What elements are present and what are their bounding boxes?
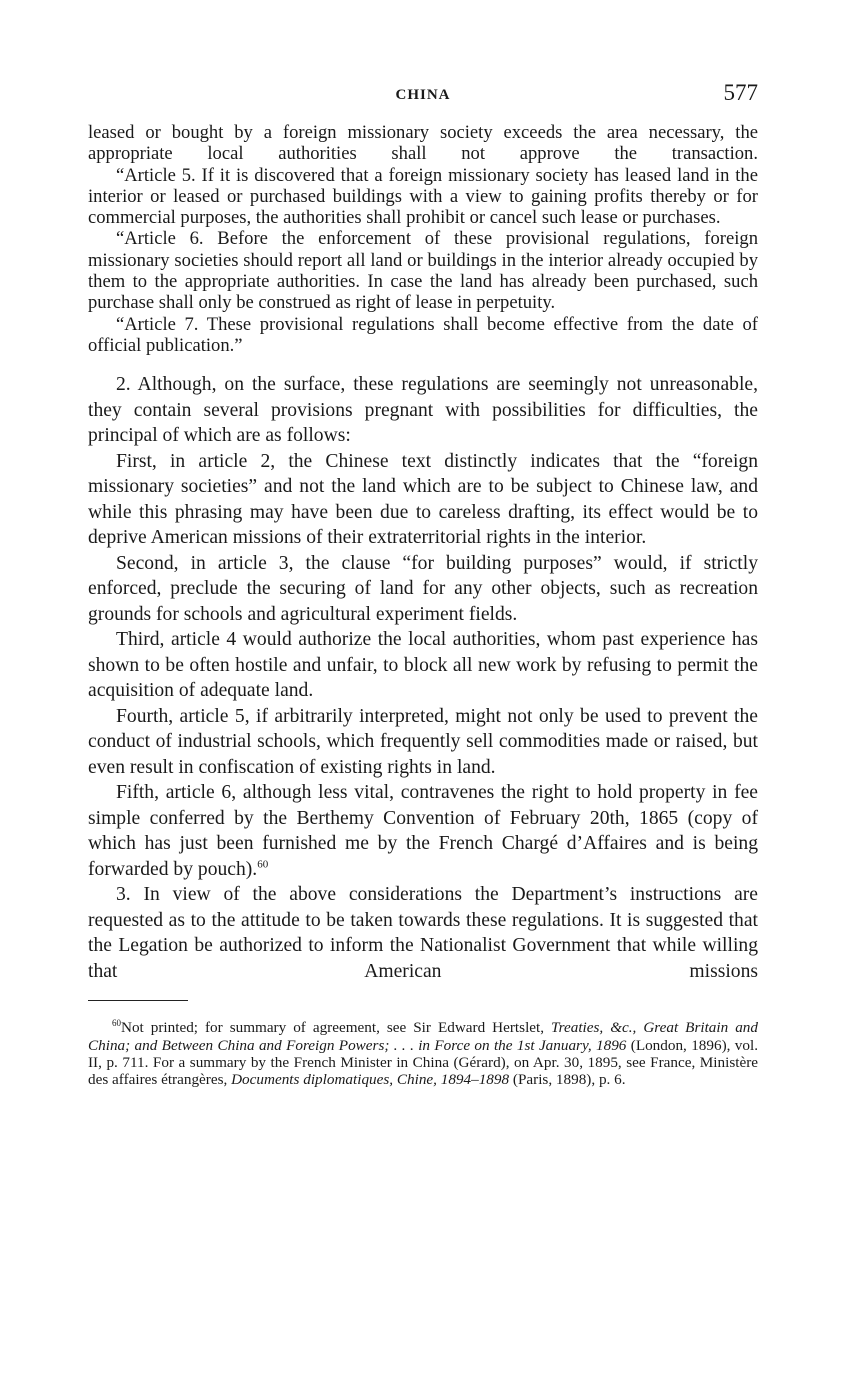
quoted-continuation: leased or bought by a foreign missionary society exceeds the area necessary, the appropriate local authorities shall not approve the transaction. xyxy=(88,122,758,165)
paragraph-fourth: Fourth, article 5, if arbitrarily interpreted, might not only be used to prevent the conduct of industrial schools, which frequently sell commodities made or raised, but even result in confiscation of existing rights in land. xyxy=(88,705,758,778)
paragraph-second: Second, in article 3, the clause “for building purposes” would, if strictly enforced, preclude the securing of land for any other objects, such as recreation grounds for schools and agricultural experiment fields. xyxy=(88,552,758,625)
footnote-text-1: Not printed; for summary of agreement, see Sir Edward Hertslet, xyxy=(121,1019,552,1037)
footnote-reference: 60 xyxy=(257,858,269,871)
footnote-marker: 60 xyxy=(112,1018,121,1029)
footnote-title-2: Documents diplomatiques, Chine, 1894–1898 xyxy=(231,1071,510,1089)
paragraph-2: 2. Although, on the surface, these regulations are seemingly not unreasonable, they contain several provisions pregnant with possibilities for difficulties, the principal of which are as follows: xyxy=(88,374,758,447)
page-number: 577 xyxy=(723,80,758,105)
section-gap xyxy=(88,356,758,372)
paragraph-fifth xyxy=(88,780,758,882)
quoted-article-5: “Article 5. If it is discovered that a foreign missionary society has leased land in the interior or leased or purchased buildings with a view to gaining profits thereby or for commercial purposes, the authorities shall prohibit or cancel such lease or purchases. xyxy=(88,164,758,229)
footnote-60 xyxy=(88,1019,758,1089)
footnote-title-1: Treaties, &c., Great Britain and China; and Between China and Foreign Powers; . . . in Force on the 1st January, 1896 xyxy=(88,1019,758,1054)
footnote-volume: II xyxy=(88,1054,99,1072)
quoted-article-7: “Article 7. These provisional regulations shall become effective from the date of official publication.” xyxy=(88,313,758,356)
paragraph-fifth-text: Fifth, article 6, although less vital, contravenes the right to hold property in fee simple conferred by the Berthemy Convention of February 20th, 1865 (copy of which has just been furnished me by the French Chargé d’Affaires and is being forwarded by pouch). xyxy=(88,782,758,880)
footnote-text-2: (London, 1896), vol. xyxy=(626,1036,758,1054)
paragraph-third: Third, article 4 would authorize the local authorities, whom past experience has shown to be often hostile and unfair, to block all new work by refusing to permit the acquisition of adequate land. xyxy=(88,629,758,702)
page-header xyxy=(88,80,758,112)
body-text xyxy=(88,122,758,1089)
running-head: CHINA xyxy=(395,87,451,103)
quoted-article-6: “Article 6. Before the enforcement of these provisional regulations, foreign missionary societies should report all land or buildings in the interior already occupied by them to the appropriate authorities. In case the land has already been purchased, such purchase shall only be construed as right of lease in perpetuity. xyxy=(88,228,758,314)
footnote-text-3: , p. 711. For a summary by the French Minister in China (Gérard), on Apr. 30, 1895, see France, Ministère des affaires étrangères, xyxy=(88,1054,758,1089)
paragraph-first: First, in article 2, the Chinese text distinctly indicates that the “foreign missionary societies” and not the land which are to be subject to Chinese law, and while this phrasing may have been due to careless drafting, its effect would be to deprive American missions of their extraterritorial rights in the interior. xyxy=(88,450,758,549)
footnote-divider xyxy=(88,1000,188,1001)
paragraph-3: 3. In view of the above considerations the Department’s instructions are requested as to the attitude to be taken towards these regulations. It is suggested that the Legation be authorized to inform the Nationalist Government that while willing that American missions xyxy=(88,884,758,982)
footnote-text-4: (Paris, 1898), p. 6. xyxy=(509,1071,626,1089)
